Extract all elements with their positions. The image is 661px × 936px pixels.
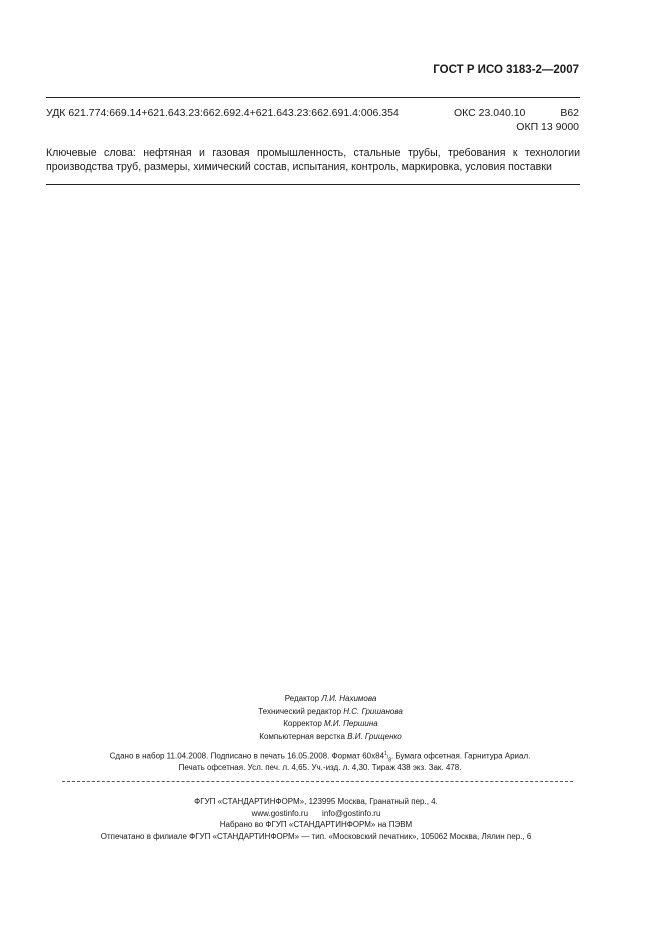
print-info-line-1: Сдано в набор 11.04.2008. Подписано в печать 16.05.2008. Формат $60х84^1/_8$. Бумага офсетная. Гарнитура Ариал. [109, 751, 531, 764]
footer-divider [62, 781, 573, 782]
print-info-text: Сдано в набор 11.04.2008. Подписано в печать 16.05.2008. Формат 60х84 [109, 751, 385, 761]
credit-role: Корректор [283, 719, 322, 728]
credit-name: Л.И. Нахимова [321, 694, 377, 703]
publisher-block [0, 796, 632, 843]
credit-name: В.И. Грищенко [347, 731, 402, 741]
credit-role: Компьютерная верстка [259, 731, 345, 741]
credits-block [0, 693, 661, 743]
publisher-contacts [0, 808, 632, 820]
publisher-address: ФГУП «СТАНДАРТИНФОРМ», 123995 Москва, Гранатный пер., 4. [194, 797, 438, 806]
keywords-label: Ключевые слова: [46, 147, 136, 159]
format-superscript: 1 [384, 751, 387, 757]
udk-code: УДК 621.774:669.14+621.643.23:662.692.4+621.643.23:662.691.4:006.354 [46, 107, 399, 119]
credit-tech-editor [0, 706, 661, 719]
credit-name: М.И. Першина [324, 719, 378, 728]
printed-note: Отпечатано в филиале ФГУП «СТАНДАРТИНФОРМ» — тип. «Московский печатник», 105062 Москва, Лялин пер., 6 [100, 832, 532, 842]
credit-role: Редактор [284, 694, 320, 703]
top-divider [46, 97, 580, 98]
keywords-paragraph [46, 146, 580, 174]
credit-role: Технический редактор [258, 706, 342, 716]
typeset-note: Набрано во ФГУП «СТАНДАРТИНФОРМ» на ПЭВМ [219, 820, 413, 830]
credit-name: Н.С. Гришанова [343, 706, 403, 716]
okp-code: ОКП 13 9000 [516, 121, 579, 133]
standard-code: ГОСТ Р ИСО 3183-2—2007 [433, 64, 579, 76]
print-info-line-2: Печать офсетная. Усл. печ. л. 4,65. Уч.-изд. л. 4,30. Тираж 438 экз. Зак. 478. [178, 763, 462, 772]
publisher-email: info@gostinfo.ru [322, 808, 381, 818]
keywords-divider [46, 184, 580, 185]
print-info-text: . Бумага офсетная. Гарнитура Ариал. [390, 751, 531, 761]
credit-layout [0, 731, 661, 744]
publisher-website: www.gostinfo.ru [251, 808, 309, 818]
format-subscript: 8 [388, 757, 391, 764]
oks-code: ОКС 23.040.10 [454, 107, 526, 119]
credit-corrector [0, 718, 661, 731]
credit-editor [0, 693, 661, 706]
group-code: В62 [560, 107, 579, 119]
keywords-text: нефтяная и газовая промышленность, стальные трубы, требования к технологии производства труб, размеры, химический состав, испытания, контроль, маркировка, условия поставки [46, 147, 580, 173]
